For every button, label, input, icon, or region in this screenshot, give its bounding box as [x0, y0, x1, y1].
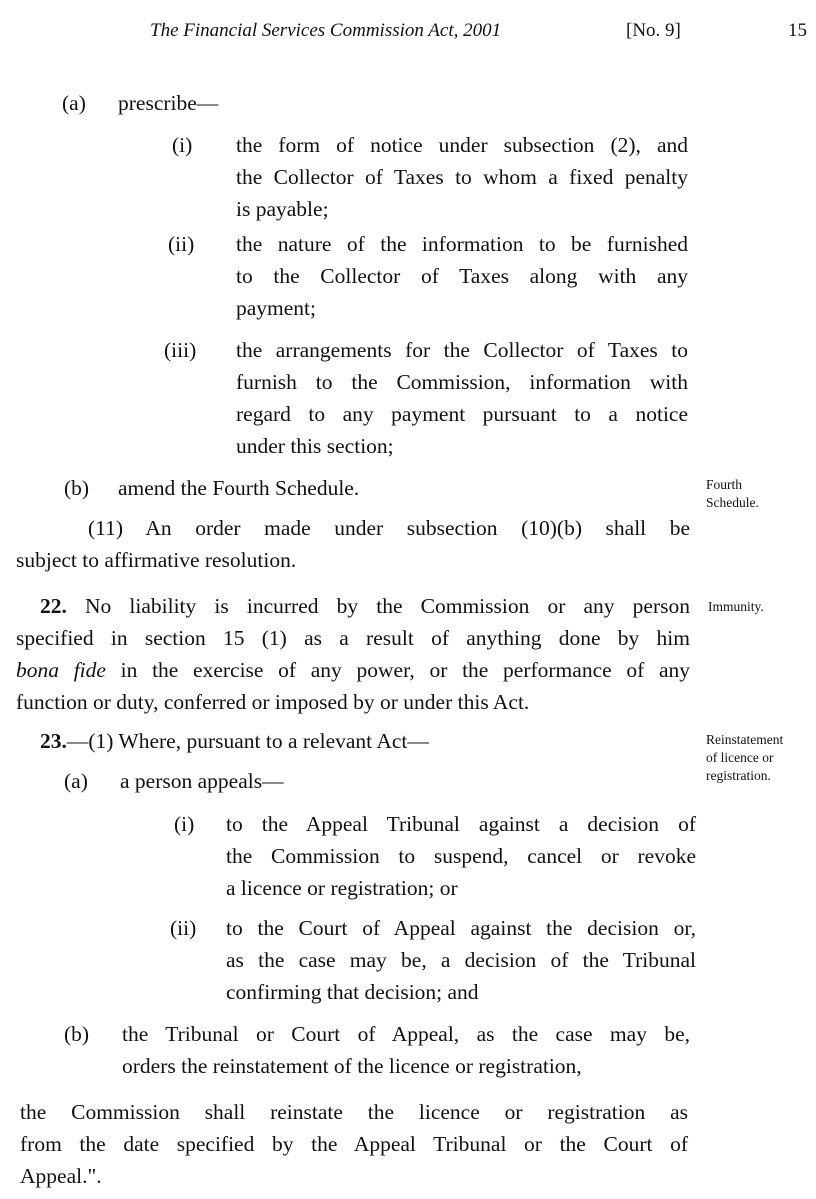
- closing-line-1: the Commission shall reinstate the licence or registration as: [20, 1100, 688, 1124]
- item-a-i-label: (i): [172, 133, 193, 157]
- item-a-iii-line-4: under this section;: [236, 434, 394, 458]
- item-a-ii-text: [236, 228, 688, 324]
- page-number: 15: [788, 20, 807, 41]
- subsection-11-line-1: (11) An order made under subsection (10)(b) shall be: [88, 516, 690, 540]
- section-22-number: 22.: [40, 594, 67, 618]
- section-22-line-1: [16, 590, 690, 622]
- item23-i-line-2: the Commission to suspend, cancel or revoke: [226, 844, 696, 868]
- margin-note-reinstatement-line-2: of licence or: [706, 750, 774, 765]
- item23-i-text: [226, 808, 696, 904]
- item23-ii-text: [226, 912, 696, 1008]
- item-a-i-line-3: is payable;: [236, 197, 329, 221]
- item-a-i-text: [236, 129, 688, 225]
- item-a-ii-line-3: payment;: [236, 296, 317, 320]
- para23-b-label: (b): [64, 1022, 90, 1046]
- item23-ii-line-2: as the case may be, a decision of the Tribunal: [226, 948, 696, 972]
- item23-i-line-1: to the Appeal Tribunal against a decision of: [226, 812, 696, 836]
- para23-a-label: (a): [64, 769, 88, 793]
- item-a-i-line-2: the Collector of Taxes to whom a fixed penalty: [236, 165, 688, 189]
- item23-ii-label: (ii): [170, 916, 197, 940]
- para23-b-line-1: the Tribunal or Court of Appeal, as the case may be,: [122, 1022, 690, 1046]
- item-a-iii-line-2: furnish to the Commission, information with: [236, 370, 688, 394]
- item23-i-line-3: a licence or registration; or: [226, 876, 458, 900]
- margin-note-reinstatement: [706, 731, 783, 785]
- para-a-text: prescribe—: [118, 91, 219, 115]
- margin-note-fourth-schedule: [706, 476, 759, 512]
- item-a-iii-label: (iii): [164, 338, 197, 362]
- item23-ii-line-1: to the Court of Appeal against the decision or,: [226, 916, 696, 940]
- section-22-line-2: specified in section 15 (1) as a result of anything done by him: [16, 626, 690, 650]
- section-22-line-4: function or duty, conferred or imposed by or under this Act.: [16, 690, 530, 714]
- closing-line-3: Appeal.".: [20, 1164, 102, 1188]
- para-b-text: amend the Fourth Schedule.: [118, 476, 360, 500]
- item-a-iii-line-3: regard to any payment pursuant to a notice: [236, 402, 688, 426]
- item-a-ii-label: (ii): [168, 232, 195, 256]
- item-a-ii-line-1: the nature of the information to be furnished: [236, 232, 688, 256]
- section-23-number: 23.: [40, 729, 67, 753]
- para23-a-text: a person appeals—: [120, 769, 284, 793]
- section-22-line-1-text: No liability is incurred by the Commission or any person: [85, 594, 690, 618]
- margin-note-reinstatement-line-3: registration.: [706, 768, 771, 783]
- item23-i-label: (i): [174, 812, 195, 836]
- item-a-iii-text: [236, 334, 688, 462]
- para23-b-line-2: orders the reinstatement of the licence or registration,: [122, 1054, 582, 1078]
- bona-fide-phrase: bona fide: [16, 658, 106, 682]
- margin-note-immunity: Immunity.: [708, 599, 764, 614]
- closing-paragraph: [20, 1096, 688, 1192]
- section-23-intro-text: —(1) Where, pursuant to a relevant Act—: [66, 729, 429, 753]
- closing-line-2: from the date specified by the Appeal Tribunal or the Court of: [20, 1132, 688, 1156]
- subsection-11: [16, 512, 690, 576]
- act-number: [No. 9]: [626, 20, 681, 41]
- section-22: [16, 590, 690, 718]
- para23-b-text: [122, 1018, 690, 1082]
- margin-note-fourth-line-2: Schedule.: [706, 495, 759, 510]
- subsection-11-line-2: subject to affirmative resolution.: [16, 548, 297, 572]
- item-a-iii-line-1: the arrangements for the Collector of Taxes to: [236, 338, 688, 362]
- item23-ii-line-3: confirming that decision; and: [226, 980, 479, 1004]
- margin-note-reinstatement-line-1: Reinstatement: [706, 732, 784, 747]
- para-b-label: (b): [64, 476, 90, 500]
- item-a-i-line-1: the form of notice under subsection (2), and: [236, 133, 688, 157]
- margin-note-fourth-line-1: Fourth: [706, 477, 743, 492]
- section-23-intro: [40, 725, 429, 757]
- section-22-line-3-rest: in the exercise of any power, or the performance of any: [105, 658, 691, 682]
- item-a-ii-line-2: to the Collector of Taxes along with any: [236, 264, 688, 288]
- section-22-line-3: [16, 654, 690, 686]
- running-header-title: The Financial Services Commission Act, 2001: [150, 20, 502, 41]
- para-a-label: (a): [62, 91, 86, 115]
